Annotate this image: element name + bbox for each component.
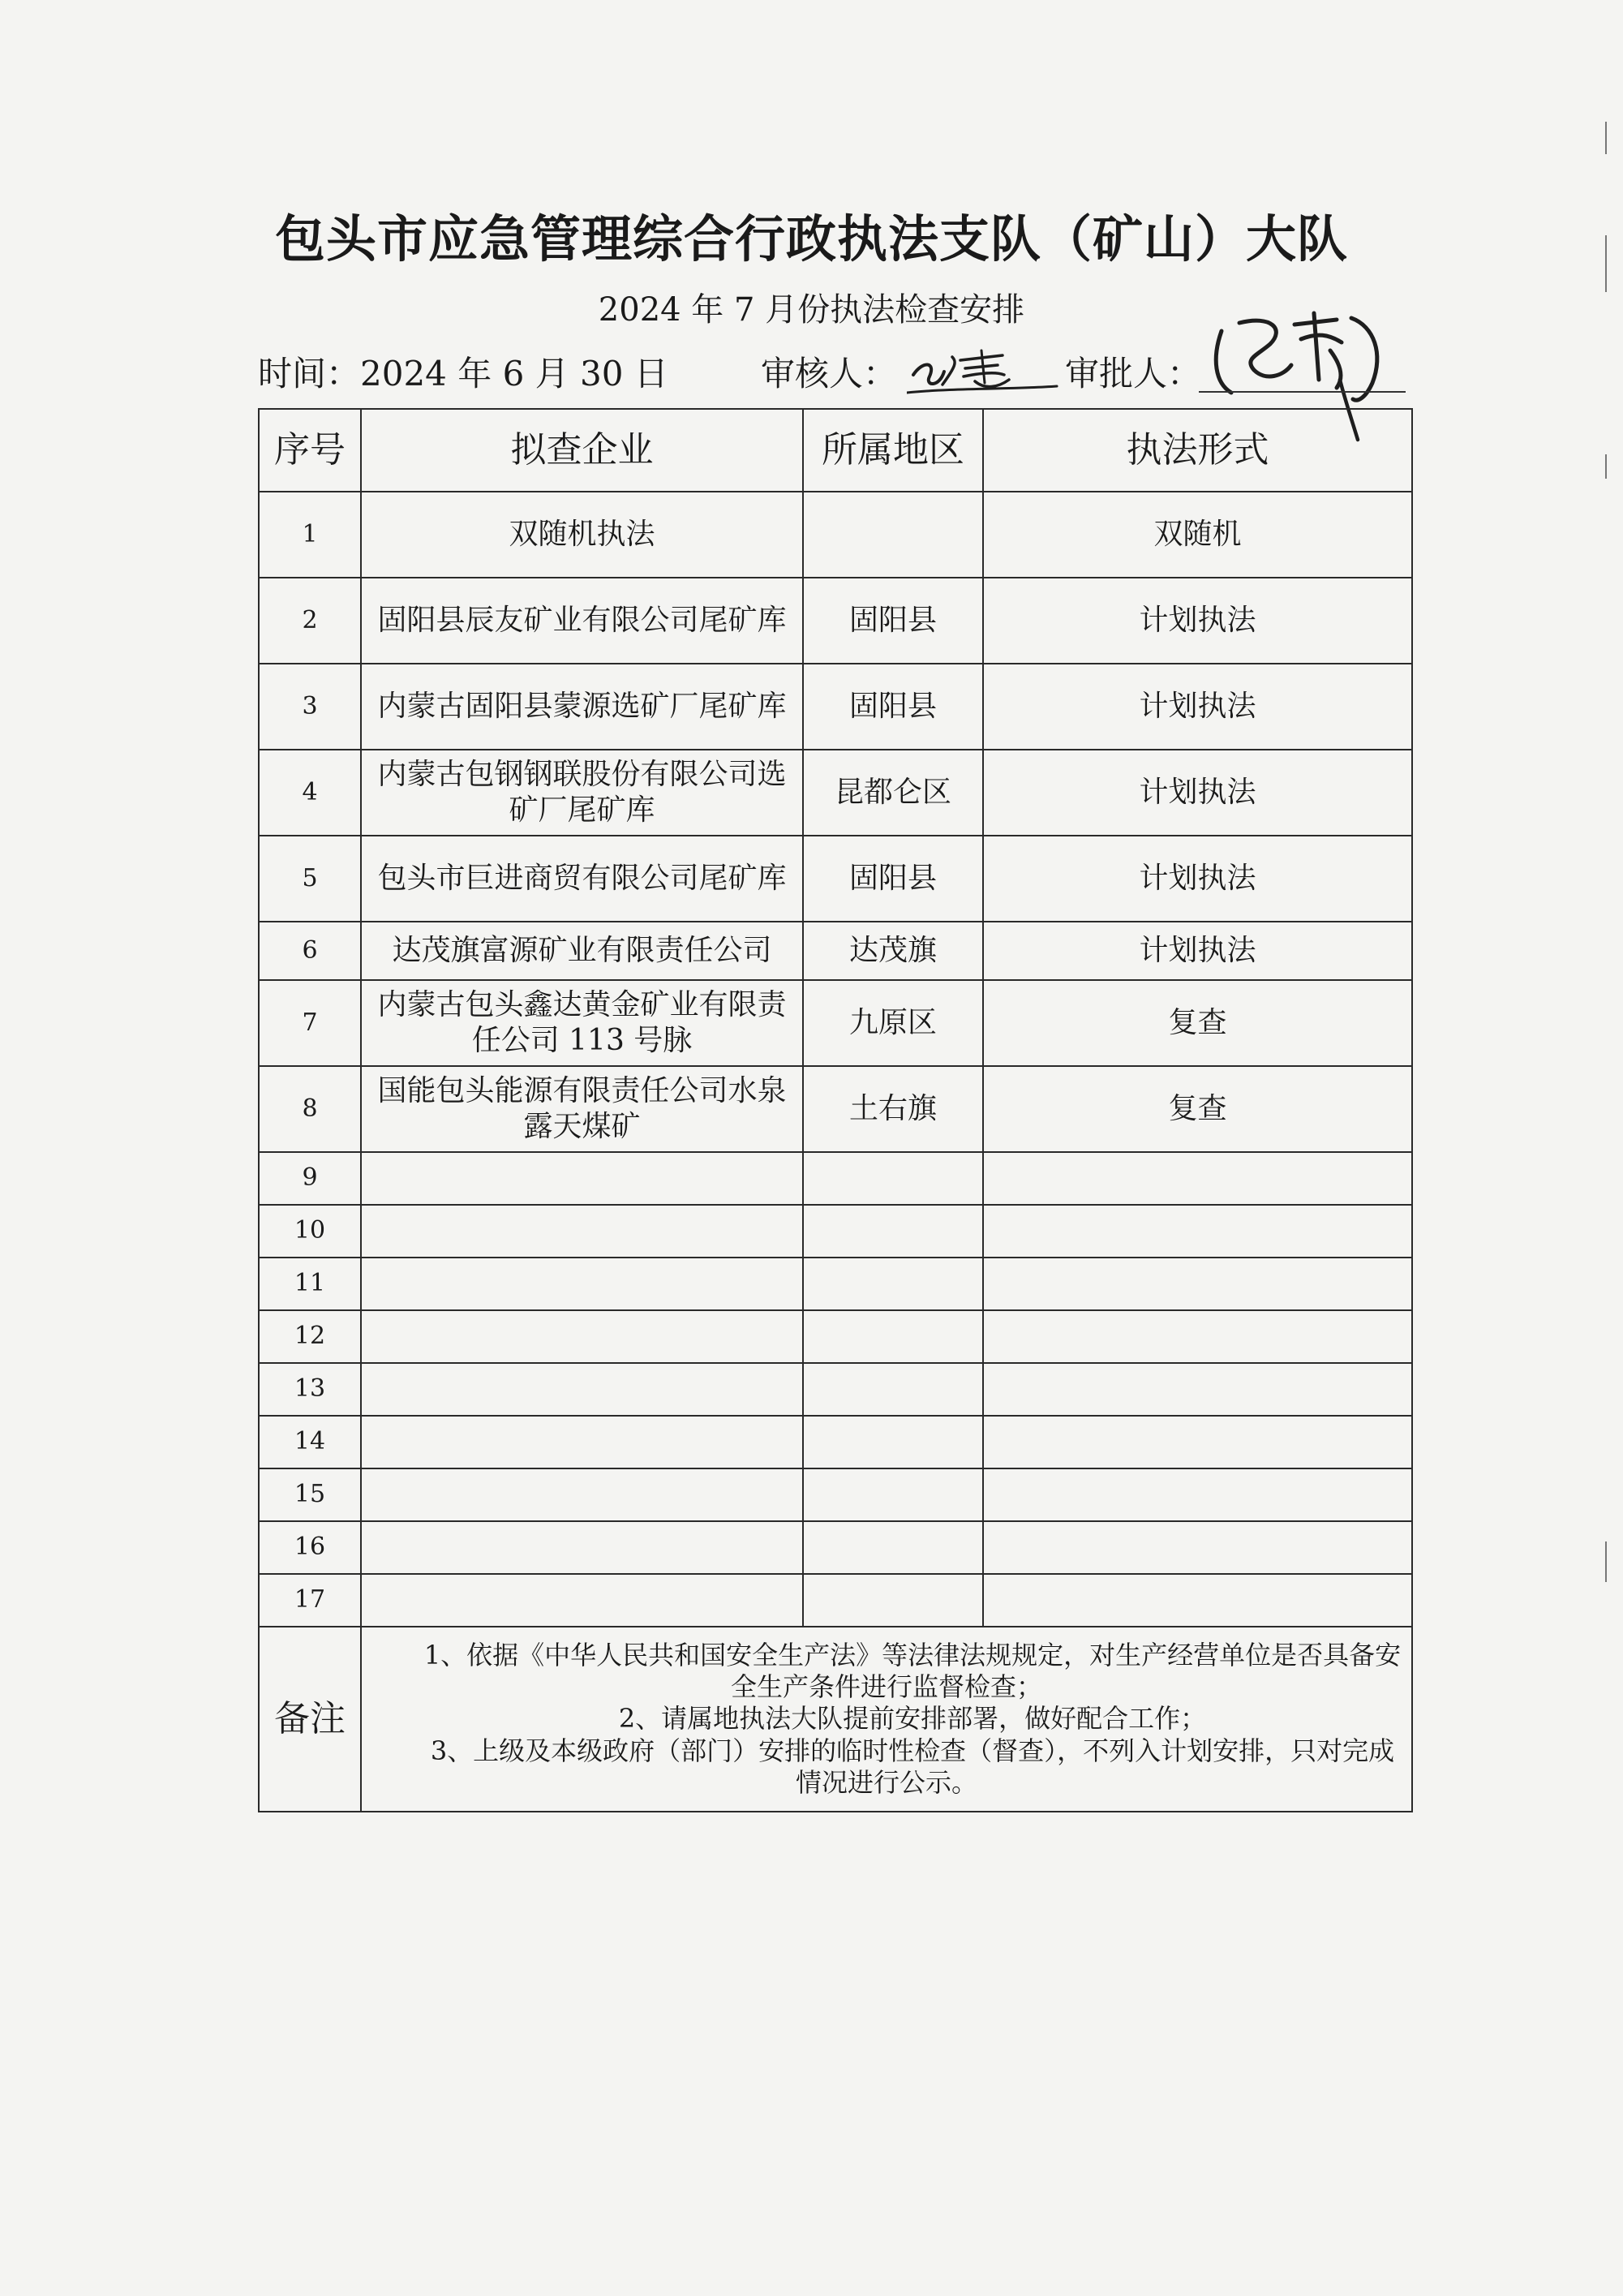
table-row [259,1468,1412,1521]
row-region: 土右旗 [803,1066,983,1152]
row-method [983,1152,1412,1205]
row-no: 9 [259,1152,361,1205]
table-row [259,578,1412,664]
row-no: 4 [259,750,361,836]
row-no: 7 [259,980,361,1066]
table-row [259,922,1412,980]
row-company: 双随机执法 [361,492,803,578]
scan-edge-mark [1605,454,1615,479]
row-no: 16 [259,1521,361,1574]
table-row [259,492,1412,578]
row-no: 15 [259,1468,361,1521]
row-no: 1 [259,492,361,578]
row-company [361,1416,803,1468]
row-method: 计划执法 [983,664,1412,750]
row-region [803,1205,983,1258]
table-header-row [259,409,1412,492]
inspection-schedule-table [258,408,1413,1812]
row-region [803,1258,983,1310]
row-company: 内蒙古包头鑫达黄金矿业有限责任公司 113 号脉 [361,980,803,1066]
row-no: 14 [259,1416,361,1468]
scan-edge-mark [1605,122,1615,154]
date-field [258,347,668,396]
table-row [259,750,1412,836]
row-no: 2 [259,578,361,664]
row-no: 13 [259,1363,361,1416]
row-method: 计划执法 [983,578,1412,664]
table-row [259,836,1412,922]
row-company: 达茂旗富源矿业有限责任公司 [361,922,803,980]
row-region [803,1521,983,1574]
row-no: 11 [259,1258,361,1310]
row-company [361,1310,803,1363]
table-row [259,1258,1412,1310]
header-region: 所属地区 [803,409,983,492]
document-title: 包头市应急管理综合行政执法支队（矿山）大队 [274,209,1348,269]
row-company [361,1363,803,1416]
table-row [259,980,1412,1066]
row-region [803,1468,983,1521]
row-region: 固阳县 [803,578,983,664]
row-company [361,1258,803,1310]
row-company [361,1468,803,1521]
table-row [259,1521,1412,1574]
row-method: 计划执法 [983,750,1412,836]
row-no: 12 [259,1310,361,1363]
row-company [361,1152,803,1205]
row-region [803,1152,983,1205]
row-method: 计划执法 [983,836,1412,922]
row-method: 复查 [983,1066,1412,1152]
remark-item: 1、依据《中华人民共和国安全生产法》等法律法规规定，对生产经营单位是否具备安全生产条件进行监督检查； [423,1640,1402,1703]
row-company [361,1205,803,1258]
remark-item: 2、请属地执法大队提前安排部署，做好配合工作； [618,1703,1207,1735]
row-no: 10 [259,1205,361,1258]
row-region: 固阳县 [803,836,983,922]
table-row [259,1416,1412,1468]
row-method [983,1468,1412,1521]
row-region: 九原区 [803,980,983,1066]
row-no: 6 [259,922,361,980]
row-company: 固阳县辰友矿业有限公司尾矿库 [361,578,803,664]
row-region [803,1574,983,1627]
document-subtitle: 2024 年 7 月份执法检查安排 [598,291,1025,329]
row-method [983,1258,1412,1310]
row-region [803,1310,983,1363]
row-region: 固阳县 [803,664,983,750]
remarks-row [259,1627,1412,1812]
table-row [259,1310,1412,1363]
row-method [983,1205,1412,1258]
row-method [983,1363,1412,1416]
date-value: 2024 年 6 月 30 日 [360,354,668,393]
row-no: 17 [259,1574,361,1627]
table-row [259,1205,1412,1258]
row-no: 5 [259,836,361,922]
row-company: 内蒙古包钢钢联股份有限公司选矿厂尾矿库 [361,750,803,836]
header-no: 序号 [259,409,361,492]
table-row [259,1152,1412,1205]
row-method: 计划执法 [983,922,1412,980]
row-method [983,1310,1412,1363]
header-company: 拟查企业 [361,409,803,492]
row-company: 国能包头能源有限责任公司水泉露天煤矿 [361,1066,803,1152]
row-region: 昆都仑区 [803,750,983,836]
table-row [259,1574,1412,1627]
row-method: 复查 [983,980,1412,1066]
row-method [983,1521,1412,1574]
row-method [983,1574,1412,1627]
row-company [361,1521,803,1574]
row-company: 内蒙古固阳县蒙源选矿厂尾矿库 [361,664,803,750]
row-region: 达茂旗 [803,922,983,980]
row-region [803,492,983,578]
approver-label: 审批人： [1065,354,1202,393]
row-region [803,1416,983,1468]
date-label: 时间： [258,354,361,393]
row-method [983,1416,1412,1468]
row-no: 3 [259,664,361,750]
row-region [803,1363,983,1416]
scan-edge-mark [1605,235,1615,292]
remark-item: 3、上级及本级政府（部门）安排的临时性检查（督查），不列入计划安排，只对完成情况进行公示。 [430,1735,1395,1798]
approver-signature-line [1199,391,1406,393]
row-company: 包头市巨进商贸有限公司尾矿库 [361,836,803,922]
meta-line [258,347,1410,396]
table-row [259,1066,1412,1152]
table-row [259,664,1412,750]
reviewer-signature-icon [907,342,1061,399]
row-company [361,1574,803,1627]
table-row [259,1363,1412,1416]
row-no: 8 [259,1066,361,1152]
header-method: 执法形式 [983,409,1412,492]
reviewer-label: 审核人： [761,354,898,393]
row-method: 双随机 [983,492,1412,578]
remarks-label: 备注 [259,1627,361,1812]
scan-edge-mark [1605,1541,1615,1582]
remarks-body [361,1627,1412,1812]
